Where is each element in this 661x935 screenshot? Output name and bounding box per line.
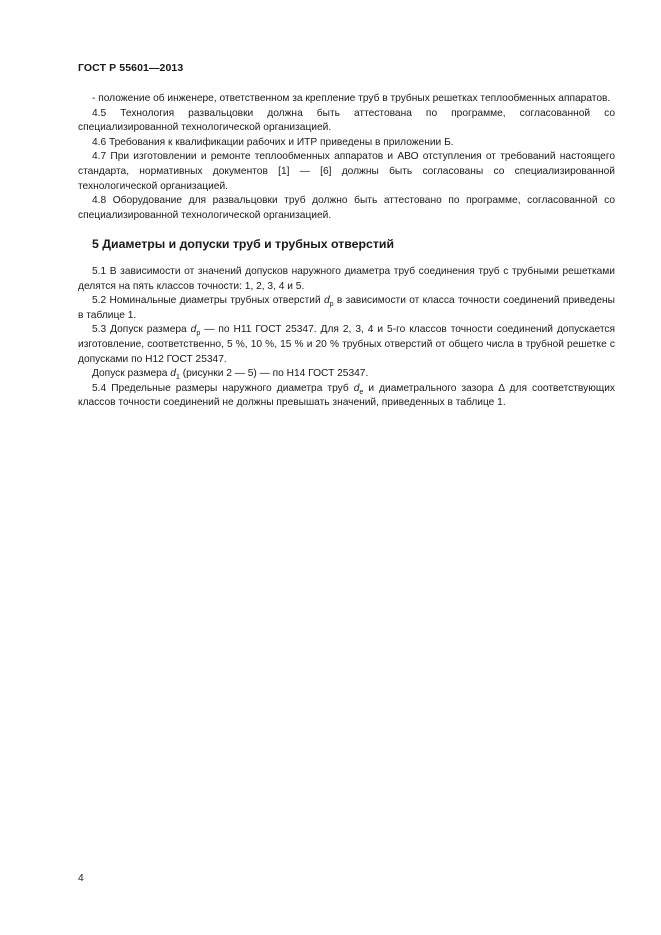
document-code-header: ГОСТ Р 55601—2013 [78,62,184,74]
paragraph-5-4 [78,382,615,411]
paragraph-5-4-text-start: 5.4 Предельные размеры наружного диаметра труб [92,382,354,394]
subscript-p: p [329,301,334,309]
paragraph-5-2 [78,294,615,323]
paragraph-4-7: 4.7 При изготовлении и ремонте теплообменных аппаратов и АВО отступления от требований настоящего стандарта, нормативных документов [1] — [6] должны быть согласованы со специализированной технологической организацией. [78,151,615,192]
paragraph-5-3-text-start: 5.3 Допуск размера [92,324,191,336]
symbol-d: d [353,382,360,394]
page-number: 4 [78,873,84,884]
symbol-d: d [190,324,197,336]
paragraph-4-6: 4.6 Требования к квалификации рабочих и ИТР приведены в приложении Б. [92,136,454,148]
paragraph-5-3-text-end: — по Н11 ГОСТ 25347. Для 2, 3, 4 и 5-го классов точности соединений допускается изготовление, соответственно, 5 %, 10 %, 15 % и 20 % трубных отверстий от общего числа в трубной решетке с допусками по Н12 ГОСТ 25347. [78,324,615,365]
subscript-e: e [359,388,364,396]
paragraph-5-3 [78,323,615,367]
page-content [78,92,615,411]
paragraph-d1-text-end: (рисунки 2 — 5) — по Н14 ГОСТ 25347. [179,368,369,380]
paragraph-5-1: 5.1 В зависимости от значений допусков наружного диаметра труб соединения труб с трубными решетками делятся на пять классов точности: 1, 2, 3, 4 и 5. [78,265,615,292]
paragraph-d1-text-start: Допуск размера [92,368,171,380]
paragraph-4-5: 4.5 Технология развальцовки должна быть аттестована по программе, согласованной со специализированной технологической организацией. [78,107,615,134]
section-5-title: 5 Диаметры и допуски труб и трубных отверстий [92,237,395,252]
paragraph-5-2-text-start: 5.2 Номинальные диаметры трубных отверстий [92,295,324,307]
symbol-d: d [323,295,330,307]
subscript-p: p [196,330,201,338]
paragraph-5-2-text-end: в зависимости от класса точности соединений приведены в таблице 1. [78,295,615,321]
paragraph-4-8: 4.8 Оборудование для развальцовки труб должно быть аттестовано по программе, согласованной со специализированной технологической организацией. [78,195,615,221]
paragraph-5-4-text-end: и диаметрального зазора Δ для соответствующих классов точности соединений не должны превышать значений, приведенных в таблице 1. [78,382,616,409]
subscript-1: 1 [175,374,180,382]
symbol-d: d [170,368,176,380]
paragraph-d1-tolerance [78,367,615,382]
paragraph-list-continuation: - положение об инженере, ответственном за крепление труб в трубных решетках теплообменных аппаратов. [92,93,611,104]
